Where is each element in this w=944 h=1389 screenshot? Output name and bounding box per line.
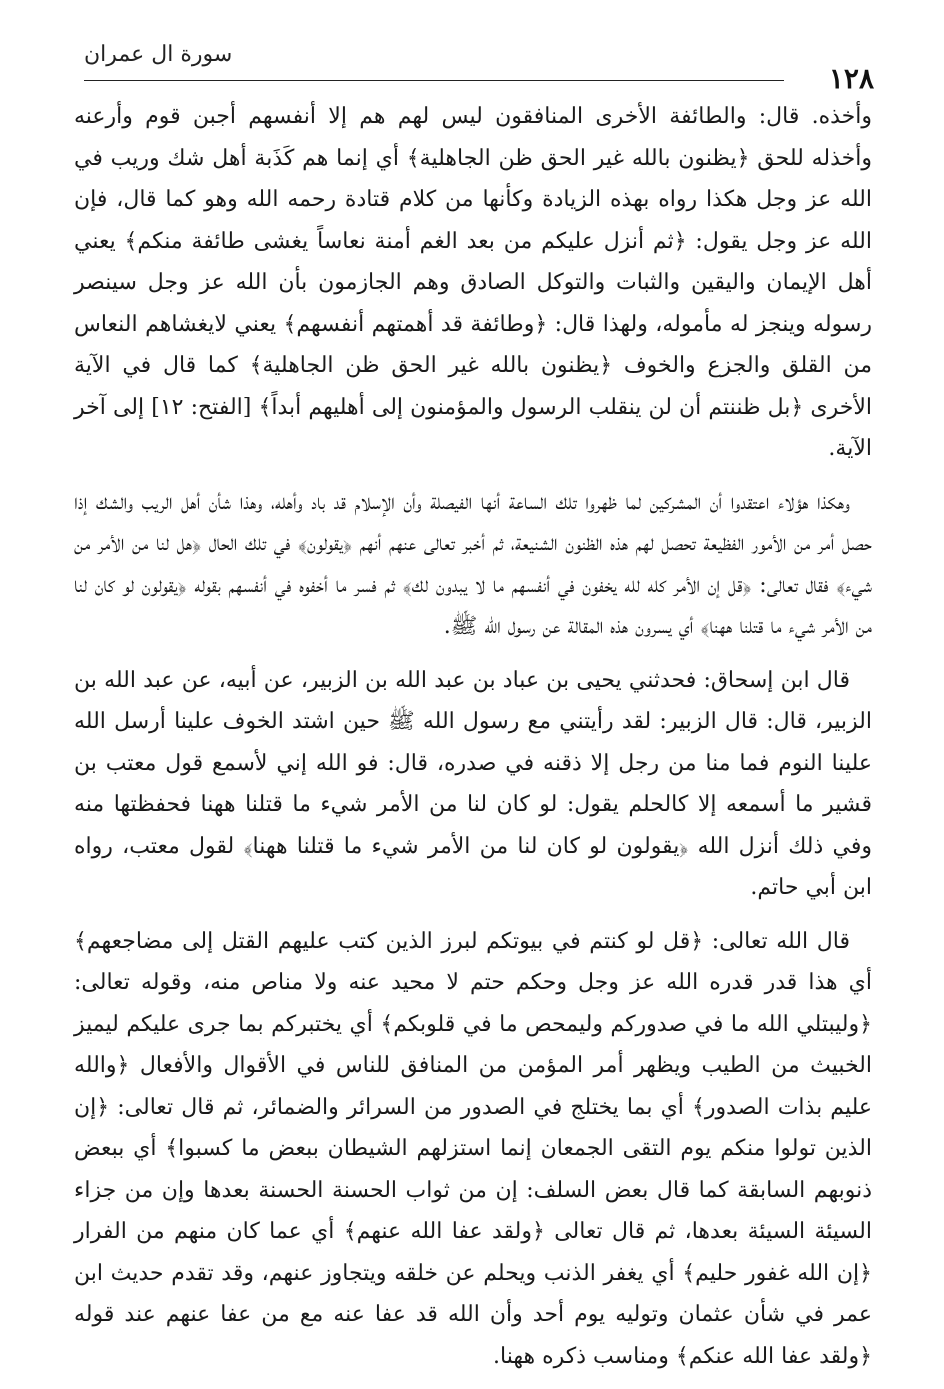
paragraph: قال ابن إسحاق: فحدثني يحيى بن عباد بن عبد الله بن الزبير، عن أبيه، عن عبد الله بن الزبير، قال: قال الزبير: لقد رأيتني مع رسول الله ﷺ حين اشتد الخوف علينا أرسل الله علينا النوم فما منا من رجل إلا ذقنه في صدره، قال: فو الله إني لأسمع قول معتب بن قشير ما أسمعه إلا كالحلم يقول: لو كان لنا من الأمر شيء ما قتلنا ههنا فحفظتها منه وفي ذلك أنزل الله ﴿يقولون لو كان لنا من الأمر شيء ما قتلنا ههنا﴾ لقول معتب، رواه ابن أبي حاتم.: [74, 667, 872, 900]
paragraph: وهكذا هؤلاء اعتقدوا أن المشركين لما ظهروا تلك الساعة أنها الفيصلة وأن الإسلام قد باد وأهله، وهذا شأن أهل الريب والشك إذا حصل أمر من الأمور الفظيعة تحصل لهم هذه الظنون الشنيعة، ثم أخبر تعالى عنهم أنهم ﴿يقولون﴾ في تلك الحال ﴿هل لنا من الأمر من شيء﴾ فقال تعالى: ﴿قل إن الأمر كله لله يخفون في أنفسهم ما لا يبدون لك﴾ ثم فسر ما أخفوه في أنفسهم بقوله ﴿يقولون لو كان لنا من الأمر شيء ما قتلنا ههنا﴾ أي يسرون هذه المقالة عن رسول الله ﷺ.: [74, 489, 872, 639]
header-divider: [84, 80, 784, 81]
page-number: ١٢٨: [828, 62, 874, 95]
page-body: [74, 96, 872, 1389]
paragraph: وأخذه. قال: والطائفة الأخرى المنافقون ليس لهم هم إلا أنفسهم أجبن قوم وأرعنه وأخذله للحق ﴿يظنون بالله غير الحق ظن الجاهلية﴾ أي إنما هم كَذَبة أهل شك وريب في الله عز وجل هكذا رواه بهذه الزيادة وكأنها من كلام قتادة رحمه الله وهو كما قال، فإن الله عز وجل يقول: ﴿ثم أنزل عليكم من بعد الغم أمنة نعاساً يغشى طائفة منكم﴾ يعني أهل الإيمان واليقين والثبات والتوكل الصادق وهم الجازمون بأن الله عز وجل سينصر رسوله وينجز له مأموله، ولهذا قال: ﴿وطائفة قد أهمتهم أنفسهم﴾ يعني لايغشاهم النعاس من القلق والجزع والخوف ﴿يظنون بالله غير الحق ظن الجاهلية﴾ كما قال في الآية الأخرى ﴿بل ظننتم أن لن ينقلب الرسول والمؤمنون إلى أهليهم أبداً﴾ [الفتح: ١٢] إلى آخر الآية.: [74, 104, 872, 461]
page-header: [70, 36, 880, 96]
surah-title: سورة ال عمران: [84, 42, 233, 67]
paragraph: قال الله تعالى: ﴿قل لو كنتم في بيوتكم لبرز الذين كتب عليهم القتل إلى مضاجعهم﴾ أي هذا قدر قدره الله عز وجل وحكم حتم لا محيد عنه ولا مناص منه، وقوله تعالى: ﴿وليبتلي الله ما في صدوركم وليمحص ما في قلوبكم﴾ أي يختبركم بما جرى عليكم ليميز الخبيث من الطيب ويظهر أمر المؤمن من المنافق للناس في الأقوال والأفعال ﴿والله عليم بذات الصدور﴾ أي بما يختلج في الصدور من السرائر والضمائر، ثم قال تعالى: ﴿إن الذين تولوا منكم يوم التقى الجمعان إنما استزلهم الشيطان ببعض ما كسبوا﴾ أي ببعض ذنوبهم السابقة كما قال بعض السلف: إن من ثواب الحسنة الحسنة بعدها وإن من جزاء السيئة السيئة بعدها، ثم قال تعالى ﴿ولقد عفا الله عنهم﴾ أي عما كان منهم من الفرار ﴿إن الله غفور حليم﴾ أي يغفر الذنب ويحلم عن خلقه ويتجاوز عنهم، وقد تقدم حديث ابن عمر في شأن عثمان وتوليه يوم أحد وأن الله قد عفا عنه مع من عفا عنهم عند قوله ﴿ولقد عفا الله عنكم﴾ ومناسب ذكره ههنا.: [74, 928, 872, 1369]
